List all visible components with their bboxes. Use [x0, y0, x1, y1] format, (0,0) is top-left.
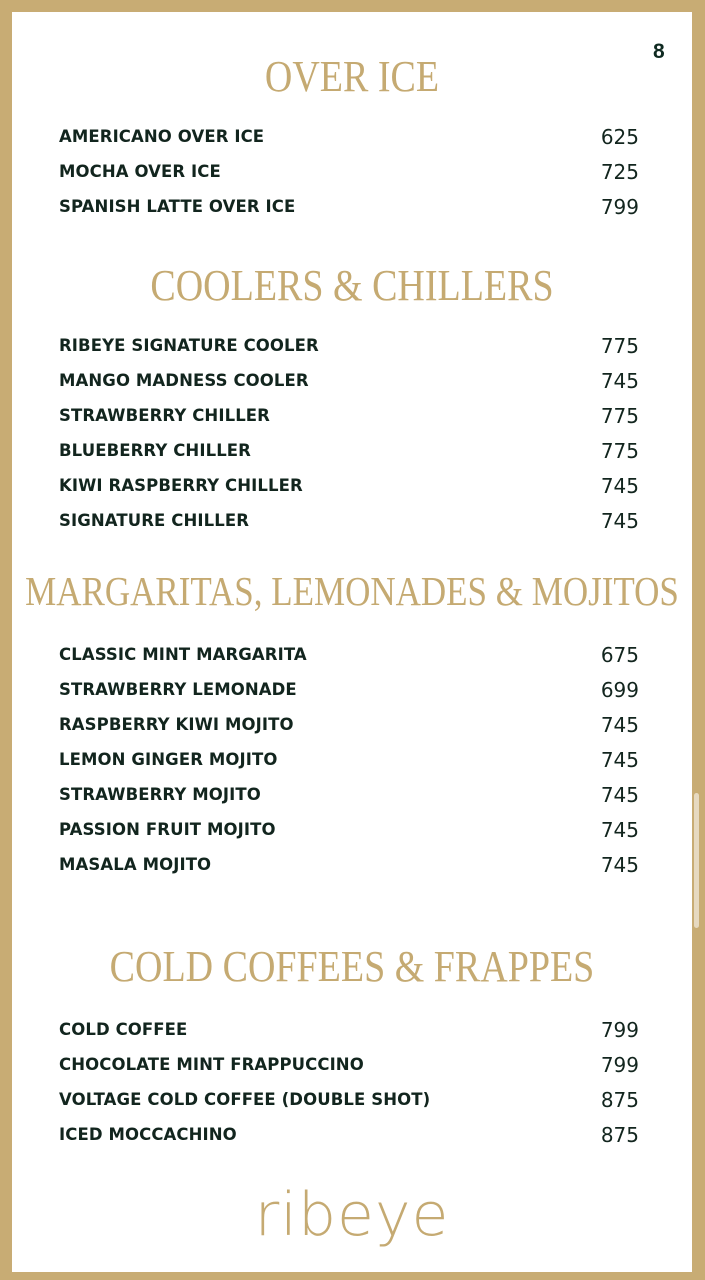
item-name: STRAWBERRY CHILLER — [59, 406, 270, 425]
item-price: 799 — [600, 1018, 639, 1042]
item-name: BLUEBERRY CHILLER — [59, 441, 251, 460]
item-name: STRAWBERRY MOJITO — [59, 785, 261, 804]
menu-item — [59, 336, 639, 364]
item-price: 625 — [600, 125, 639, 149]
item-name: RIBEYE SIGNATURE COOLER — [59, 336, 319, 355]
menu-item — [59, 511, 639, 539]
menu-item — [59, 441, 639, 469]
item-name: MASALA MOJITO — [59, 855, 212, 874]
item-price: 699 — [600, 678, 639, 702]
item-name: STRAWBERRY LEMONADE — [59, 680, 297, 699]
item-name: AMERICANO OVER ICE — [59, 127, 265, 146]
item-name: MOCHA OVER ICE — [59, 162, 221, 181]
menu-page — [12, 12, 692, 1272]
item-name: CHOCOLATE MINT FRAPPUCCINO — [59, 1055, 364, 1074]
menu-item — [59, 1055, 639, 1083]
item-price: 745 — [600, 509, 639, 533]
menu-item — [59, 750, 639, 778]
menu-item — [59, 162, 639, 190]
item-name: SIGNATURE CHILLER — [59, 511, 249, 530]
section-title-margaritas-lemonades-mojitos: MARGARITAS, LEMONADES & MOJITOS — [25, 568, 679, 615]
item-price: 875 — [600, 1123, 639, 1147]
menu-item — [59, 127, 639, 155]
item-name: ICED MOCCACHINO — [59, 1125, 237, 1144]
menu-item — [59, 680, 639, 708]
item-name: LEMON GINGER MOJITO — [59, 750, 278, 769]
item-price: 675 — [600, 643, 639, 667]
item-name: MANGO MADNESS COOLER — [59, 371, 309, 390]
menu-item — [59, 371, 639, 399]
ribeye-logo: ribeye — [254, 1180, 450, 1250]
item-name: CLASSIC MINT MARGARITA — [59, 645, 307, 664]
item-price: 799 — [600, 1053, 639, 1077]
menu-item — [59, 820, 639, 848]
item-price: 775 — [600, 334, 639, 358]
menu-item — [59, 855, 639, 883]
menu-item — [59, 645, 639, 673]
item-price: 745 — [600, 748, 639, 772]
menu-item — [59, 1020, 639, 1048]
item-name: COLD COFFEE — [59, 1020, 188, 1039]
menu-item — [59, 715, 639, 743]
menu-item — [59, 197, 639, 225]
item-price: 745 — [600, 818, 639, 842]
item-name: RASPBERRY KIWI MOJITO — [59, 715, 294, 734]
item-name: SPANISH LATTE OVER ICE — [59, 197, 296, 216]
menu-item — [59, 1090, 639, 1118]
section-title-cold-coffees-frappes: COLD COFFEES & FRAPPES — [109, 942, 595, 992]
item-price: 745 — [600, 853, 639, 877]
page-number: 8 — [653, 40, 665, 63]
menu-item — [59, 1125, 639, 1153]
item-price: 799 — [600, 195, 639, 219]
scrollbar[interactable] — [694, 793, 699, 928]
item-price: 775 — [600, 404, 639, 428]
item-price: 875 — [600, 1088, 639, 1112]
item-price: 745 — [600, 369, 639, 393]
menu-item — [59, 406, 639, 434]
menu-item — [59, 476, 639, 504]
section-title-coolers-chillers: COOLERS & CHILLERS — [150, 261, 554, 311]
item-name: PASSION FRUIT MOJITO — [59, 820, 276, 839]
item-price: 745 — [600, 713, 639, 737]
menu-item — [59, 785, 639, 813]
item-price: 745 — [600, 474, 639, 498]
item-name: VOLTAGE COLD COFFEE (DOUBLE SHOT) — [59, 1090, 431, 1109]
item-name: KIWI RASPBERRY CHILLER — [59, 476, 303, 495]
item-price: 725 — [600, 160, 639, 184]
item-price: 775 — [600, 439, 639, 463]
item-price: 745 — [600, 783, 639, 807]
section-title-over-ice: OVER ICE — [264, 52, 440, 102]
